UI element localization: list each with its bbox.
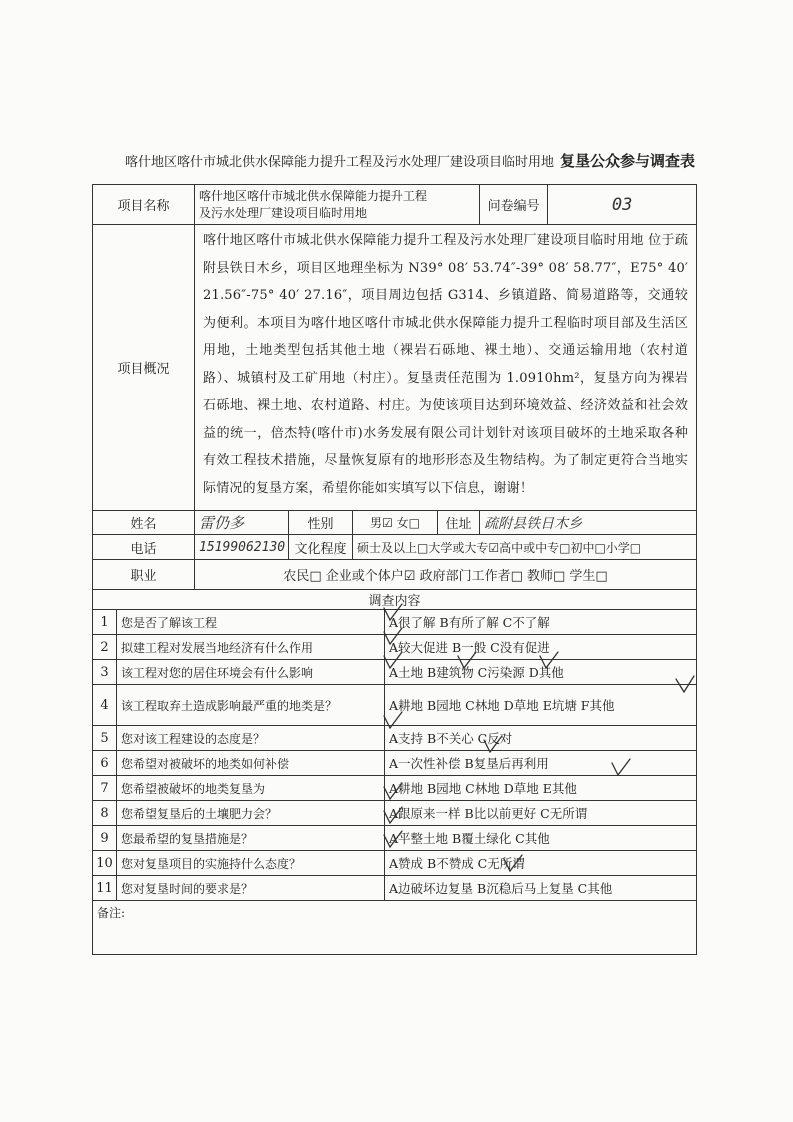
- question-text: 拟建工程对发展当地经济有什么作用: [117, 635, 385, 660]
- question-options: A很了解 B有所了解 C不了解: [385, 610, 697, 635]
- question-options: A土地 B建筑物 C污染源 D其他: [385, 660, 697, 685]
- question-number: 5: [93, 726, 117, 751]
- question-text: 您是否了解该工程: [117, 610, 385, 635]
- phone-label: 电话: [93, 535, 195, 560]
- question-options: A较大促进 B一般 C没有促进: [385, 635, 697, 660]
- question-row: [93, 751, 697, 776]
- question-options: A耕地 B园地 C林地 D草地 E其他: [385, 776, 697, 801]
- phone-value: 15199062130: [195, 535, 289, 560]
- form-title: [60, 150, 760, 171]
- questionnaire-code-value: 03: [548, 185, 697, 225]
- education-options: 硕士及以上□大学或大专☑高中或中专□初中□小学□: [353, 535, 697, 560]
- question-row: [93, 776, 697, 801]
- person-name-label: 姓名: [93, 511, 195, 535]
- question-number: 10: [93, 851, 117, 876]
- project-overview-text: 喀什地区喀什市城北供水保障能力提升工程及污水处理厂建设项目临时用地 位于疏附县铁日木乡，项目区地理坐标为 N39° 08′ 53.74″-39° 08′ 58.77″，E75° 40′ 21.56″-75° 40′ 27.16″，项目周边包括 G314、乡镇道路、简易道路等，交通较为便利。本项目为喀什地区喀什市城北供水保障能力提升工程临时项目部及生活区用地，土地类型包括其他土地（裸岩石砾地、裸土地）、交通运输用地（农村道路）、城镇村及工矿用地（村庄）。复垦责任范围为 1.0910hm²，复垦方向为裸岩石砾地、裸土地、农村道路、村庄。为使该项目达到环境效益、经济效益和社会效益的统一，倍杰特(喀什市)水务发展有限公司计划针对该项目破坏的土地采取各种有效工程技术措施，尽量恢复原有的地形形态及生物结构。为了制定更符合当地实际情况的复垦方案，希望你能如实填写以下信息，谢谢！: [195, 225, 697, 511]
- person-info-row: [93, 511, 697, 535]
- form-title-main: 喀什地区喀什市城北供水保障能力提升工程及污水处理厂建设项目临时用地: [124, 155, 554, 170]
- question-number: 9: [93, 826, 117, 851]
- occupation-options: 农民□ 企业或个体户☑ 政府部门工作者□ 教师□ 学生□: [195, 560, 697, 590]
- address-value: 疏附县铁日木乡: [480, 511, 697, 535]
- question-row: [93, 685, 697, 726]
- survey-section-row: [93, 590, 697, 610]
- question-number: 6: [93, 751, 117, 776]
- question-row: [93, 660, 697, 685]
- question-row: [93, 826, 697, 851]
- question-number: 3: [93, 660, 117, 685]
- question-options: A平整土地 B覆土绿化 C其他: [385, 826, 697, 851]
- question-text: 您希望对被破坏的地类如何补偿: [117, 751, 385, 776]
- question-options: A一次性补偿 B复垦后再利用: [385, 751, 697, 776]
- education-label: 文化程度: [289, 535, 353, 560]
- question-row: [93, 635, 697, 660]
- question-text: 您对该工程建设的态度是？: [117, 726, 385, 751]
- occupation-label: 职业: [93, 560, 195, 590]
- question-row: [93, 851, 697, 876]
- person-name-value: 雷仍多: [195, 511, 289, 535]
- question-options: A边破坏边复垦 B沉稳后马上复垦 C其他: [385, 876, 697, 901]
- question-options: A跟原来一样 B比以前更好 C无所谓: [385, 801, 697, 826]
- question-number: 8: [93, 801, 117, 826]
- question-options: A赞成 B不赞成 C无所谓: [385, 851, 697, 876]
- occupation-row: [93, 560, 697, 590]
- question-text: 该工程取弃土造成影响最严重的地类是？: [117, 685, 385, 726]
- contact-row: [93, 535, 697, 560]
- question-text: 该工程对您的居住环境会有什么影响: [117, 660, 385, 685]
- question-number: 1: [93, 610, 117, 635]
- question-number: 11: [93, 876, 117, 901]
- questionnaire-code-label: 问卷编号: [480, 185, 548, 225]
- question-row: [93, 726, 697, 751]
- gender-options: 男☑ 女□: [353, 511, 438, 535]
- question-row: [93, 610, 697, 635]
- question-row: [93, 876, 697, 901]
- project-name-line-2: 及污水处理厂建设项目临时用地: [199, 205, 368, 220]
- form-title-suffix: 复垦公众参与调查表: [560, 152, 696, 170]
- address-label: 住址: [438, 511, 480, 535]
- question-options: A耕地 B园地 C林地 D草地 E坑塘 F其他: [385, 685, 697, 726]
- notes-row: [93, 901, 697, 955]
- project-name-line-1: 喀什地区喀什市城北供水保障能力提升工程: [199, 188, 428, 203]
- question-text: 您希望复垦后的土壤肥力会？: [117, 801, 385, 826]
- survey-form-table: [92, 184, 697, 955]
- question-number: 4: [93, 685, 117, 726]
- notes-label: 备注:: [93, 901, 697, 955]
- project-overview-row: [93, 225, 697, 511]
- question-text: 您对复垦项目的实施持什么态度？: [117, 851, 385, 876]
- question-number: 7: [93, 776, 117, 801]
- question-options: A支持 B不关心 C反对: [385, 726, 697, 751]
- project-name-row: [93, 185, 697, 225]
- question-text: 您希望被破坏的地类复垦为: [117, 776, 385, 801]
- project-overview-label: 项目概况: [93, 225, 195, 511]
- question-text: 您对复垦时间的要求是？: [117, 876, 385, 901]
- gender-label: 性别: [289, 511, 353, 535]
- project-name-value: [195, 185, 480, 225]
- question-text: 您最希望的复垦措施是？: [117, 826, 385, 851]
- question-row: [93, 801, 697, 826]
- survey-section-label: 调查内容: [93, 590, 697, 610]
- project-name-label: 项目名称: [93, 185, 195, 225]
- question-number: 2: [93, 635, 117, 660]
